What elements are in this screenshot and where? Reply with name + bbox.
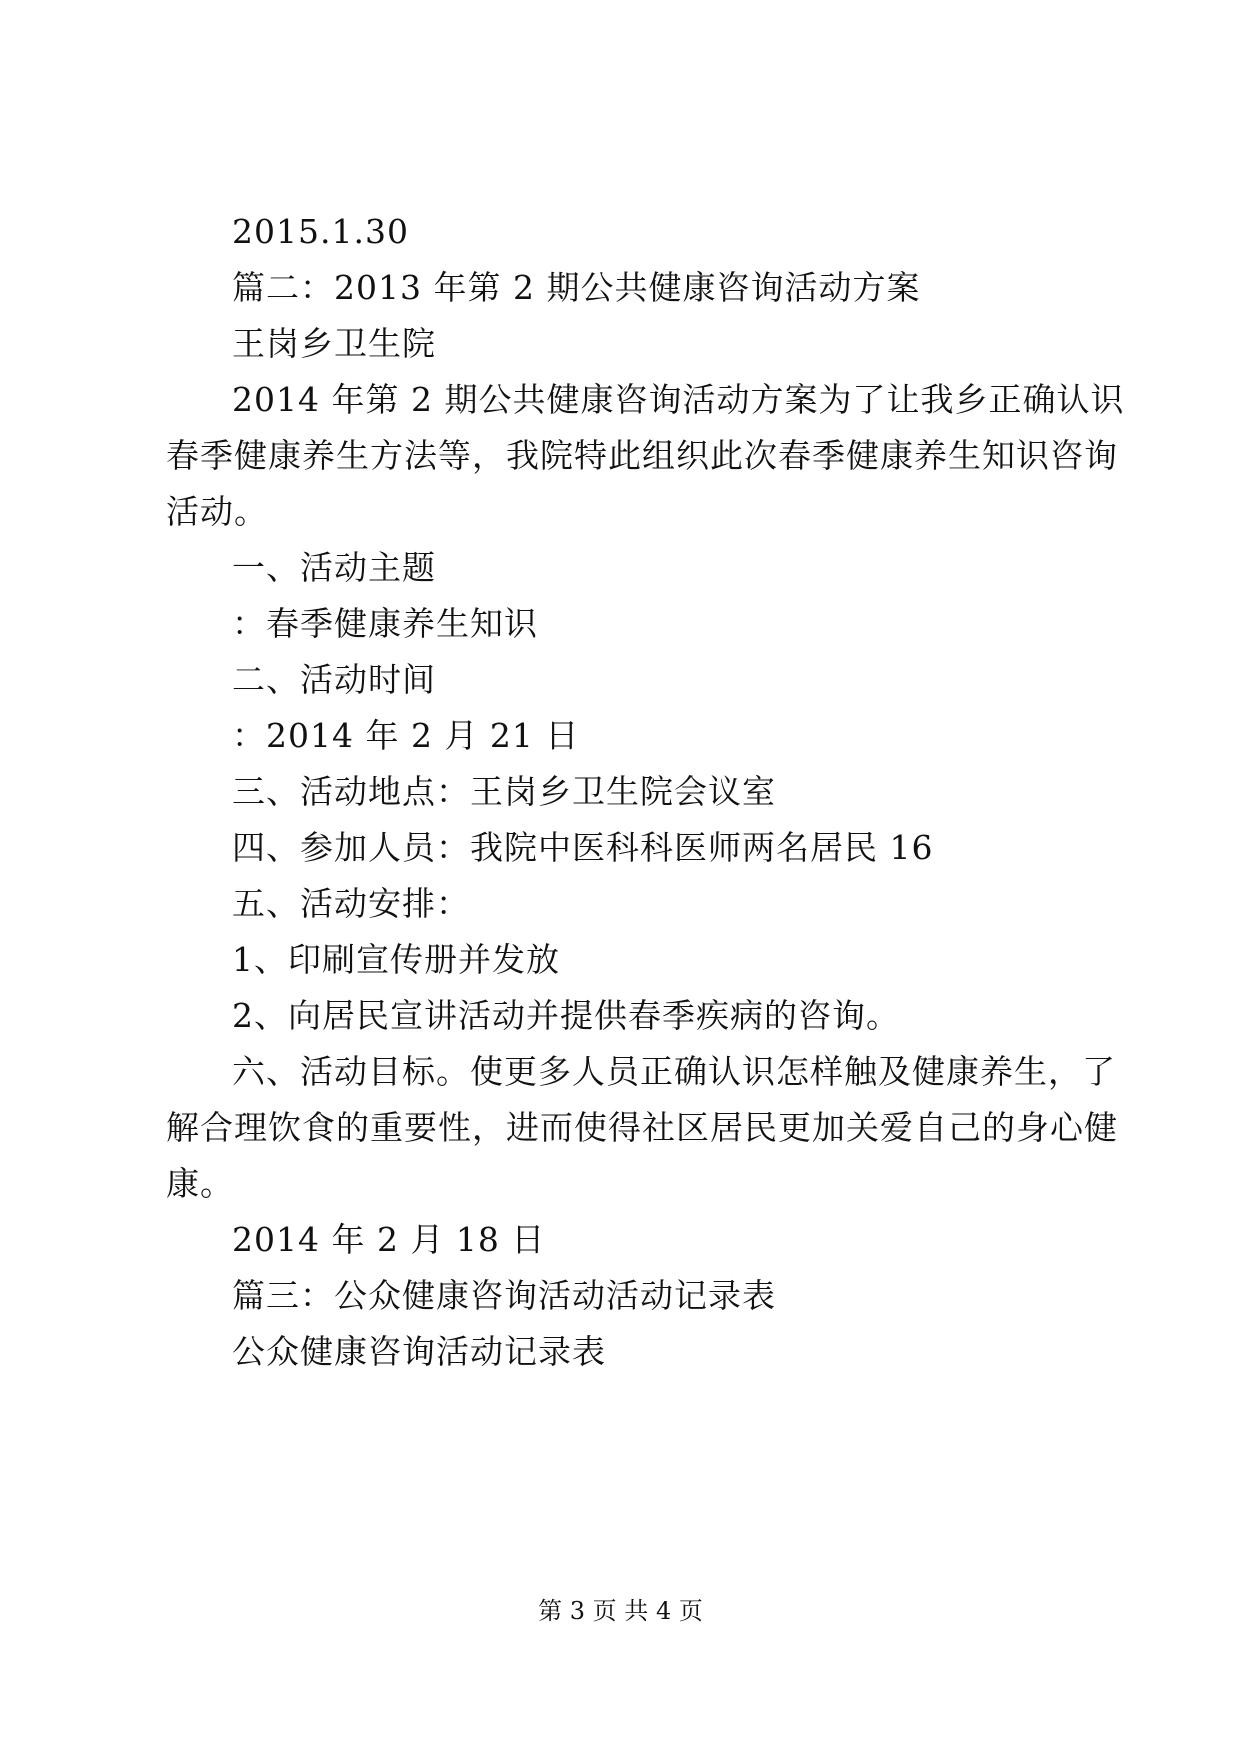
heading-theme: 一、活动主题 xyxy=(232,548,436,587)
heading-schedule: 五、活动安排： xyxy=(232,884,470,923)
paragraph-line: 2014 年第 2 期公共健康咨询活动方案为了让我乡正确认识 xyxy=(232,380,1125,419)
schedule-item: 1、印刷宣传册并发放 xyxy=(232,940,560,979)
page-number-footer: 第 3 页 共 4 页 xyxy=(538,1597,703,1625)
location-line: 三、活动地点：王岗乡卫生院会议室 xyxy=(232,772,776,811)
paragraph-line: 活动。 xyxy=(166,492,268,531)
paragraph-line: 康。 xyxy=(166,1164,234,1203)
record-title: 公众健康咨询活动记录表 xyxy=(232,1332,606,1371)
paragraph-line: 六、活动目标。使更多人员正确认识怎样触及健康养生，了 xyxy=(232,1052,1116,1091)
paragraph-line: 解合理饮食的重要性，进而使得社区居民更加关爱自己的身心健 xyxy=(166,1108,1118,1147)
schedule-item: 2、向居民宣讲活动并提供春季疾病的咨询。 xyxy=(232,996,900,1035)
section-title-3: 篇三：公众健康咨询活动活动记录表 xyxy=(232,1276,776,1315)
paragraph-line: 春季健康养生方法等，我院特此组织此次春季健康养生知识咨询 xyxy=(166,436,1118,475)
organization-name: 王岗乡卫生院 xyxy=(232,324,436,363)
time-value: ：2014 年 2 月 21 日 xyxy=(232,716,580,755)
date-line: 2015.1.30 xyxy=(232,212,409,251)
participants-line: 四、参加人员：我院中医科科医师两名居民 16 xyxy=(232,828,934,867)
heading-time: 二、活动时间 xyxy=(232,660,436,699)
date-line: 2014 年 2 月 18 日 xyxy=(232,1220,546,1259)
theme-value: ：春季健康养生知识 xyxy=(232,604,538,643)
section-title-2: 篇二：2013 年第 2 期公共健康咨询活动方案 xyxy=(232,268,921,307)
